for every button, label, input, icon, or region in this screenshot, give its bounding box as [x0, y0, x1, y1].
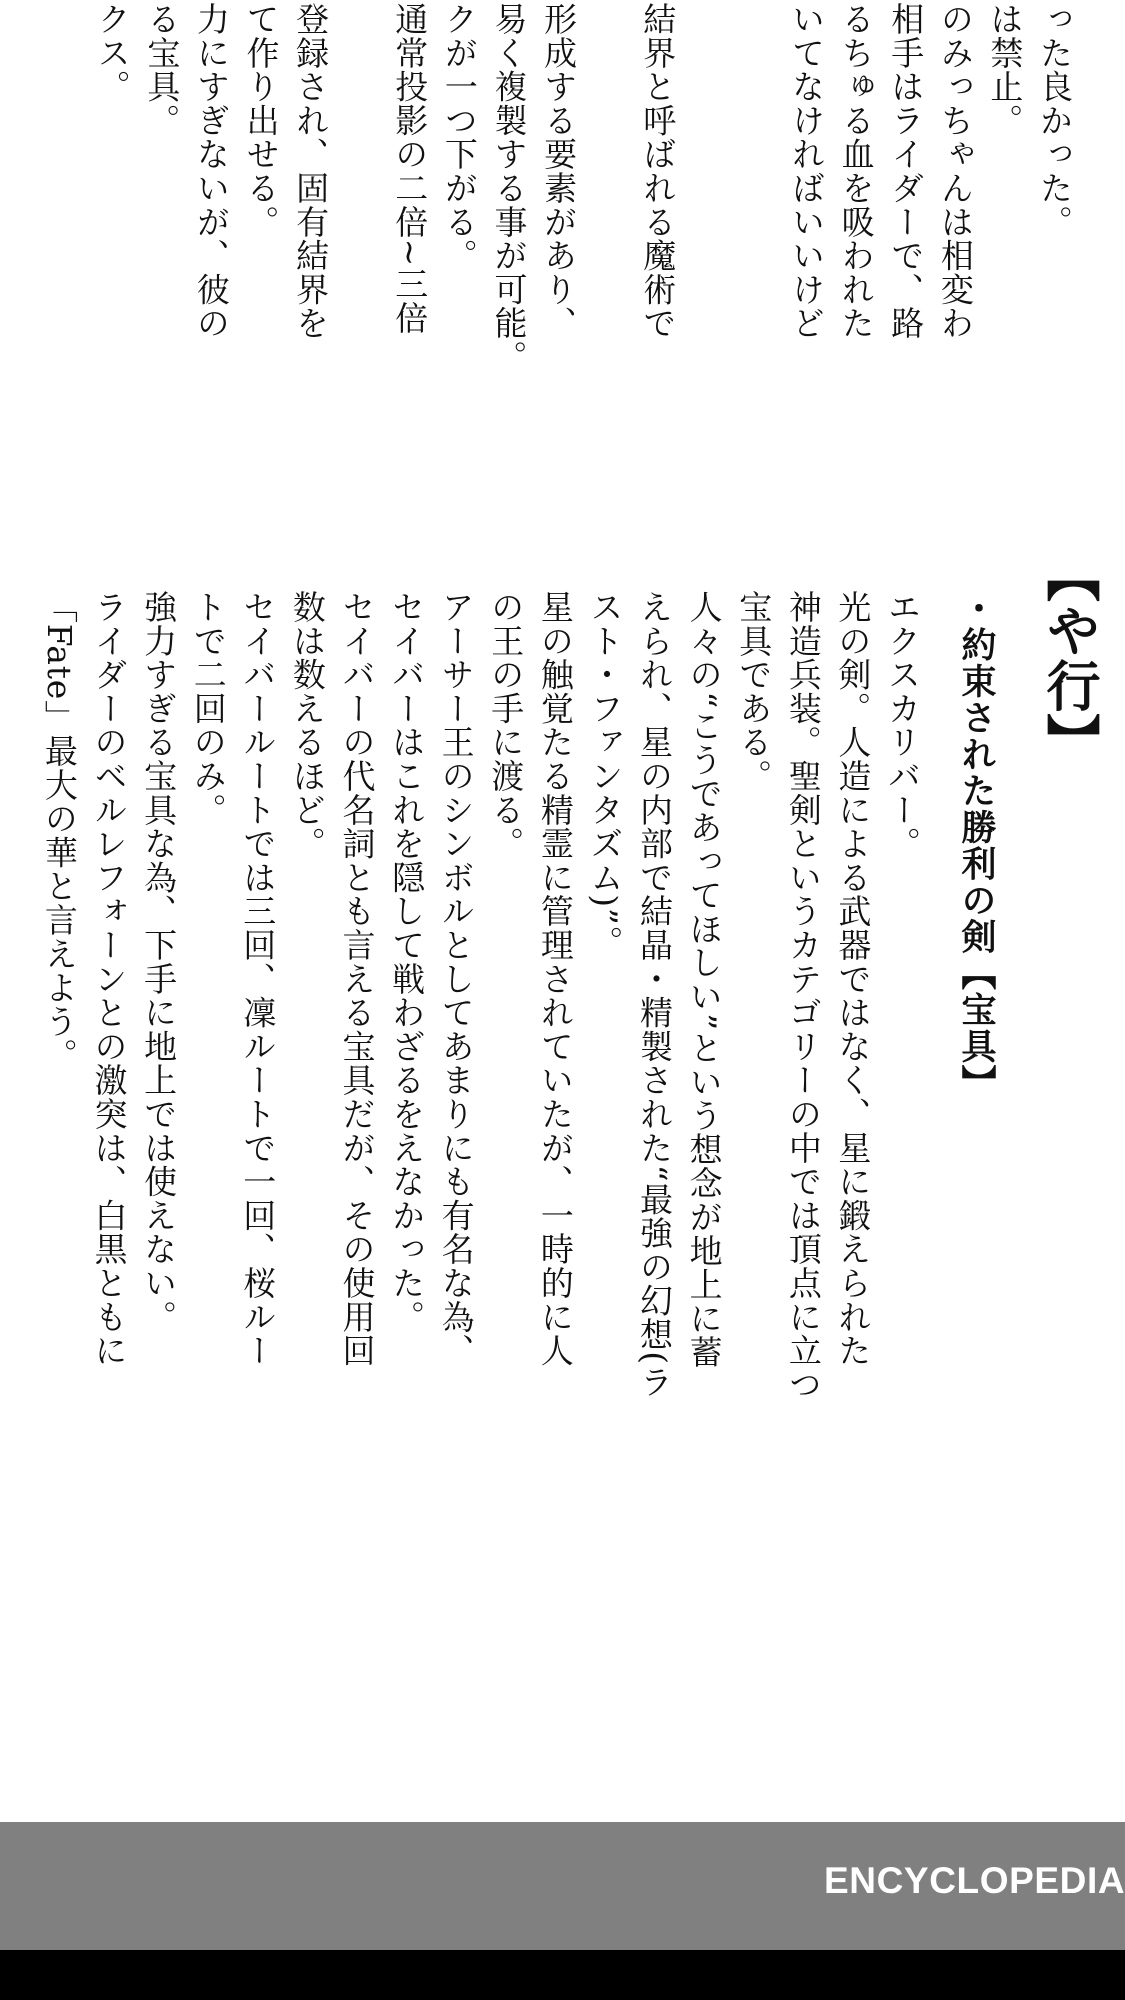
previous-entry-text: った良かった。 は禁止。 のみっちゃんは相変わ 相手はライダーで、路 るちゅる血を吸われた いてなければいいけど 結界と呼ばれる魔術で 形成する要素があり、 易く複製する事が可能。 クが一つ下がる。 通常投影の二倍~三倍 登録され、固有結界を て作り出せる。 力にすぎないが、彼の る宝具。 クス。 — [92, 2, 1074, 374]
entry-body: エクスカリバー。 光の剣。人造による武器ではなく、星に鍛えられた 神造兵装。聖剣というカテゴリーの中では頂点に立つ 宝具である。 人々の“こうであってほしい”という想念が地上に蓄 えられ、星の内部で結晶・精製された“最強の幻想(ラ スト・ファンタズム)”。 星の触覚たる精霊に管理されていたが、一時的に人 の王の手に渡る。 アーサー王のシンボルとしてあまりにも有名な為、 セイバーはこれを隠して戦わざるをえなかった。 セイバーの代名詞とも言える宝具だが、その使用回 数は数えるほど。 セイバールートでは三回、凜ルートで一回、桜ルー トで二回のみ。 強力すぎる宝具な為、下手に地上では使えない。 ライダーのベルレフォーンとの激突は、白黒ともに 「Fate」最大の華と言えよう。 — [39, 590, 922, 1402]
section-heading: 【や行】 — [1038, 548, 1102, 768]
bottom-black-bar — [0, 1950, 1125, 2000]
footer-bar — [0, 1822, 1125, 1950]
entry-title: ・約束された勝利の剣【宝具】 — [956, 590, 997, 1101]
footer-label: ENCYCLOPEDIA — [824, 1860, 1125, 1901]
